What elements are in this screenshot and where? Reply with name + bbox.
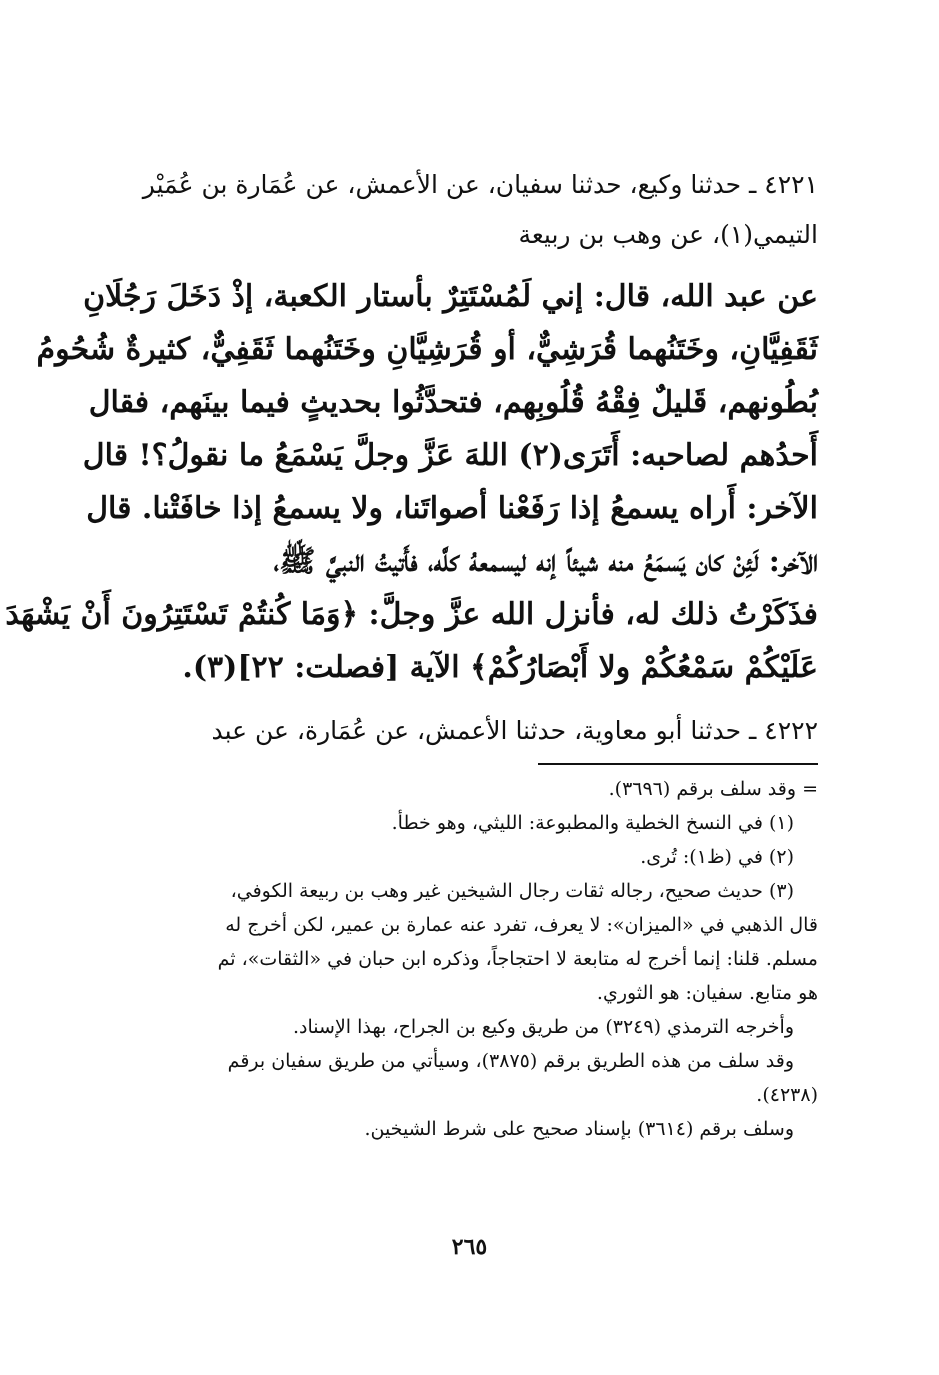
page-number: ٢٦٥ (451, 1234, 488, 1260)
isnad-line: التيمي(١)، عن وهب بن ربيعة (518, 220, 818, 249)
footnote-3-line: مسلم. قلنا: إنما أخرج له متابعة لا احتجاجاً، وذكره ابن حبان في «الثقات»، ثم (217, 948, 818, 970)
matn-line: الآخر: أَراه يسمعُ إذا رَفَعْنا أصواتَنا، ولا يسمعُ إذا خافَتْنا. قال (86, 491, 818, 526)
isnad-line: ٤٢٢١ ـ حدثنا وكيع، حدثنا سفيان، عن الأعمش، عن عُمَارة بن عُمَيْر (142, 170, 818, 199)
footnote-3-salaf: وقد سلف من هذه الطريق برقم (٣٨٧٥)، وسيأتي من طريق سفيان برقم (227, 1050, 794, 1072)
hadith-4222-isnad (120, 706, 818, 756)
footnote-2: (٢) في (ظ١): تُرى. (640, 846, 794, 868)
matn-line: ثَقَفِيَّانِ، وخَتَنُهما قُرَشِيٌّ، أو قُرَشِيَّانِ وخَتَنُهما ثَقَفِيٌّ، كثيرةٌ شُحُومُ (36, 332, 818, 367)
matn-line: الآخر: لَئِنْ كان يَسمَعُ منه شيئاً إنه ليسمعهُ كلَّه، فأَتيتُ النبيَّ ﷺ، (273, 544, 818, 579)
matn-line: أَحدُهم لصاحبه: أَتَرَى(٢) اللهَ عَزَّ وجلَّ يَسْمَعُ ما نقولُ؟! قال (82, 438, 818, 473)
footnote-3-salaf: (٤٢٣٨). (756, 1084, 818, 1106)
matn-line: بُطُونهم، قَليلٌ فِقْهُ قُلُوبِهم، فتحدَّثُوا بحديثٍ فيما بينَهم، فقال (88, 385, 818, 420)
hadith-4221-matn (5, 270, 818, 694)
footnote-3-line: هو متابع. سفيان: هو الثوري. (596, 982, 818, 1004)
footnotes (120, 772, 818, 1146)
isnad-line: ٤٢٢٢ ـ حدثنا أبو معاوية، حدثنا الأعمش، عن عُمَارة، عن عبد (211, 716, 818, 745)
footnote-3-line: (٣) حديث صحيح، رجاله ثقات رجال الشيخين غير وهب بن ربيعة الكوفي، (230, 880, 794, 902)
footnote-3-last: وسلف برقم (٣٦١٤) بإسناد صحيح على شرط الشيخين. (364, 1118, 794, 1140)
footnote-separator (538, 763, 818, 765)
hadith-4221-isnad (120, 160, 818, 260)
footnote-1: (١) في النسخ الخطية والمطبوعة: الليثي، وهو خطأ. (391, 812, 794, 834)
footnote-carry: = وقد سلف برقم (٣٦٩٦). (608, 778, 818, 800)
matn-line: عَلَيْكُمْ سَمْعُكُمْ ولا أَبْصَارُكُمْ﴾ الآية [فصلت: ٢٢](٣). (182, 650, 818, 685)
footnote-3-tirmidhi: وأخرجه الترمذي (٣٢٤٩) من طريق وكيع بن الجراح، بهذا الإسناد. (293, 1016, 794, 1038)
matn-line: فذَكَرْتُ ذلك له، فأنزل الله عزَّ وجلَّ: ﴿وَمَا كُنتُمْ تَسْتَتِرُونَ أَنْ يَشْهَدَ (5, 597, 818, 632)
footnote-3-line: قال الذهبي في «الميزان»: لا يعرف، تفرد عنه عمارة بن عمير، لكن أخرج له (225, 914, 818, 936)
matn-line: عن عبد الله، قال: إني لَمُسْتَتِرٌ بأستار الكعبة، إذْ دَخَلَ رَجُلَانِ (83, 279, 818, 314)
